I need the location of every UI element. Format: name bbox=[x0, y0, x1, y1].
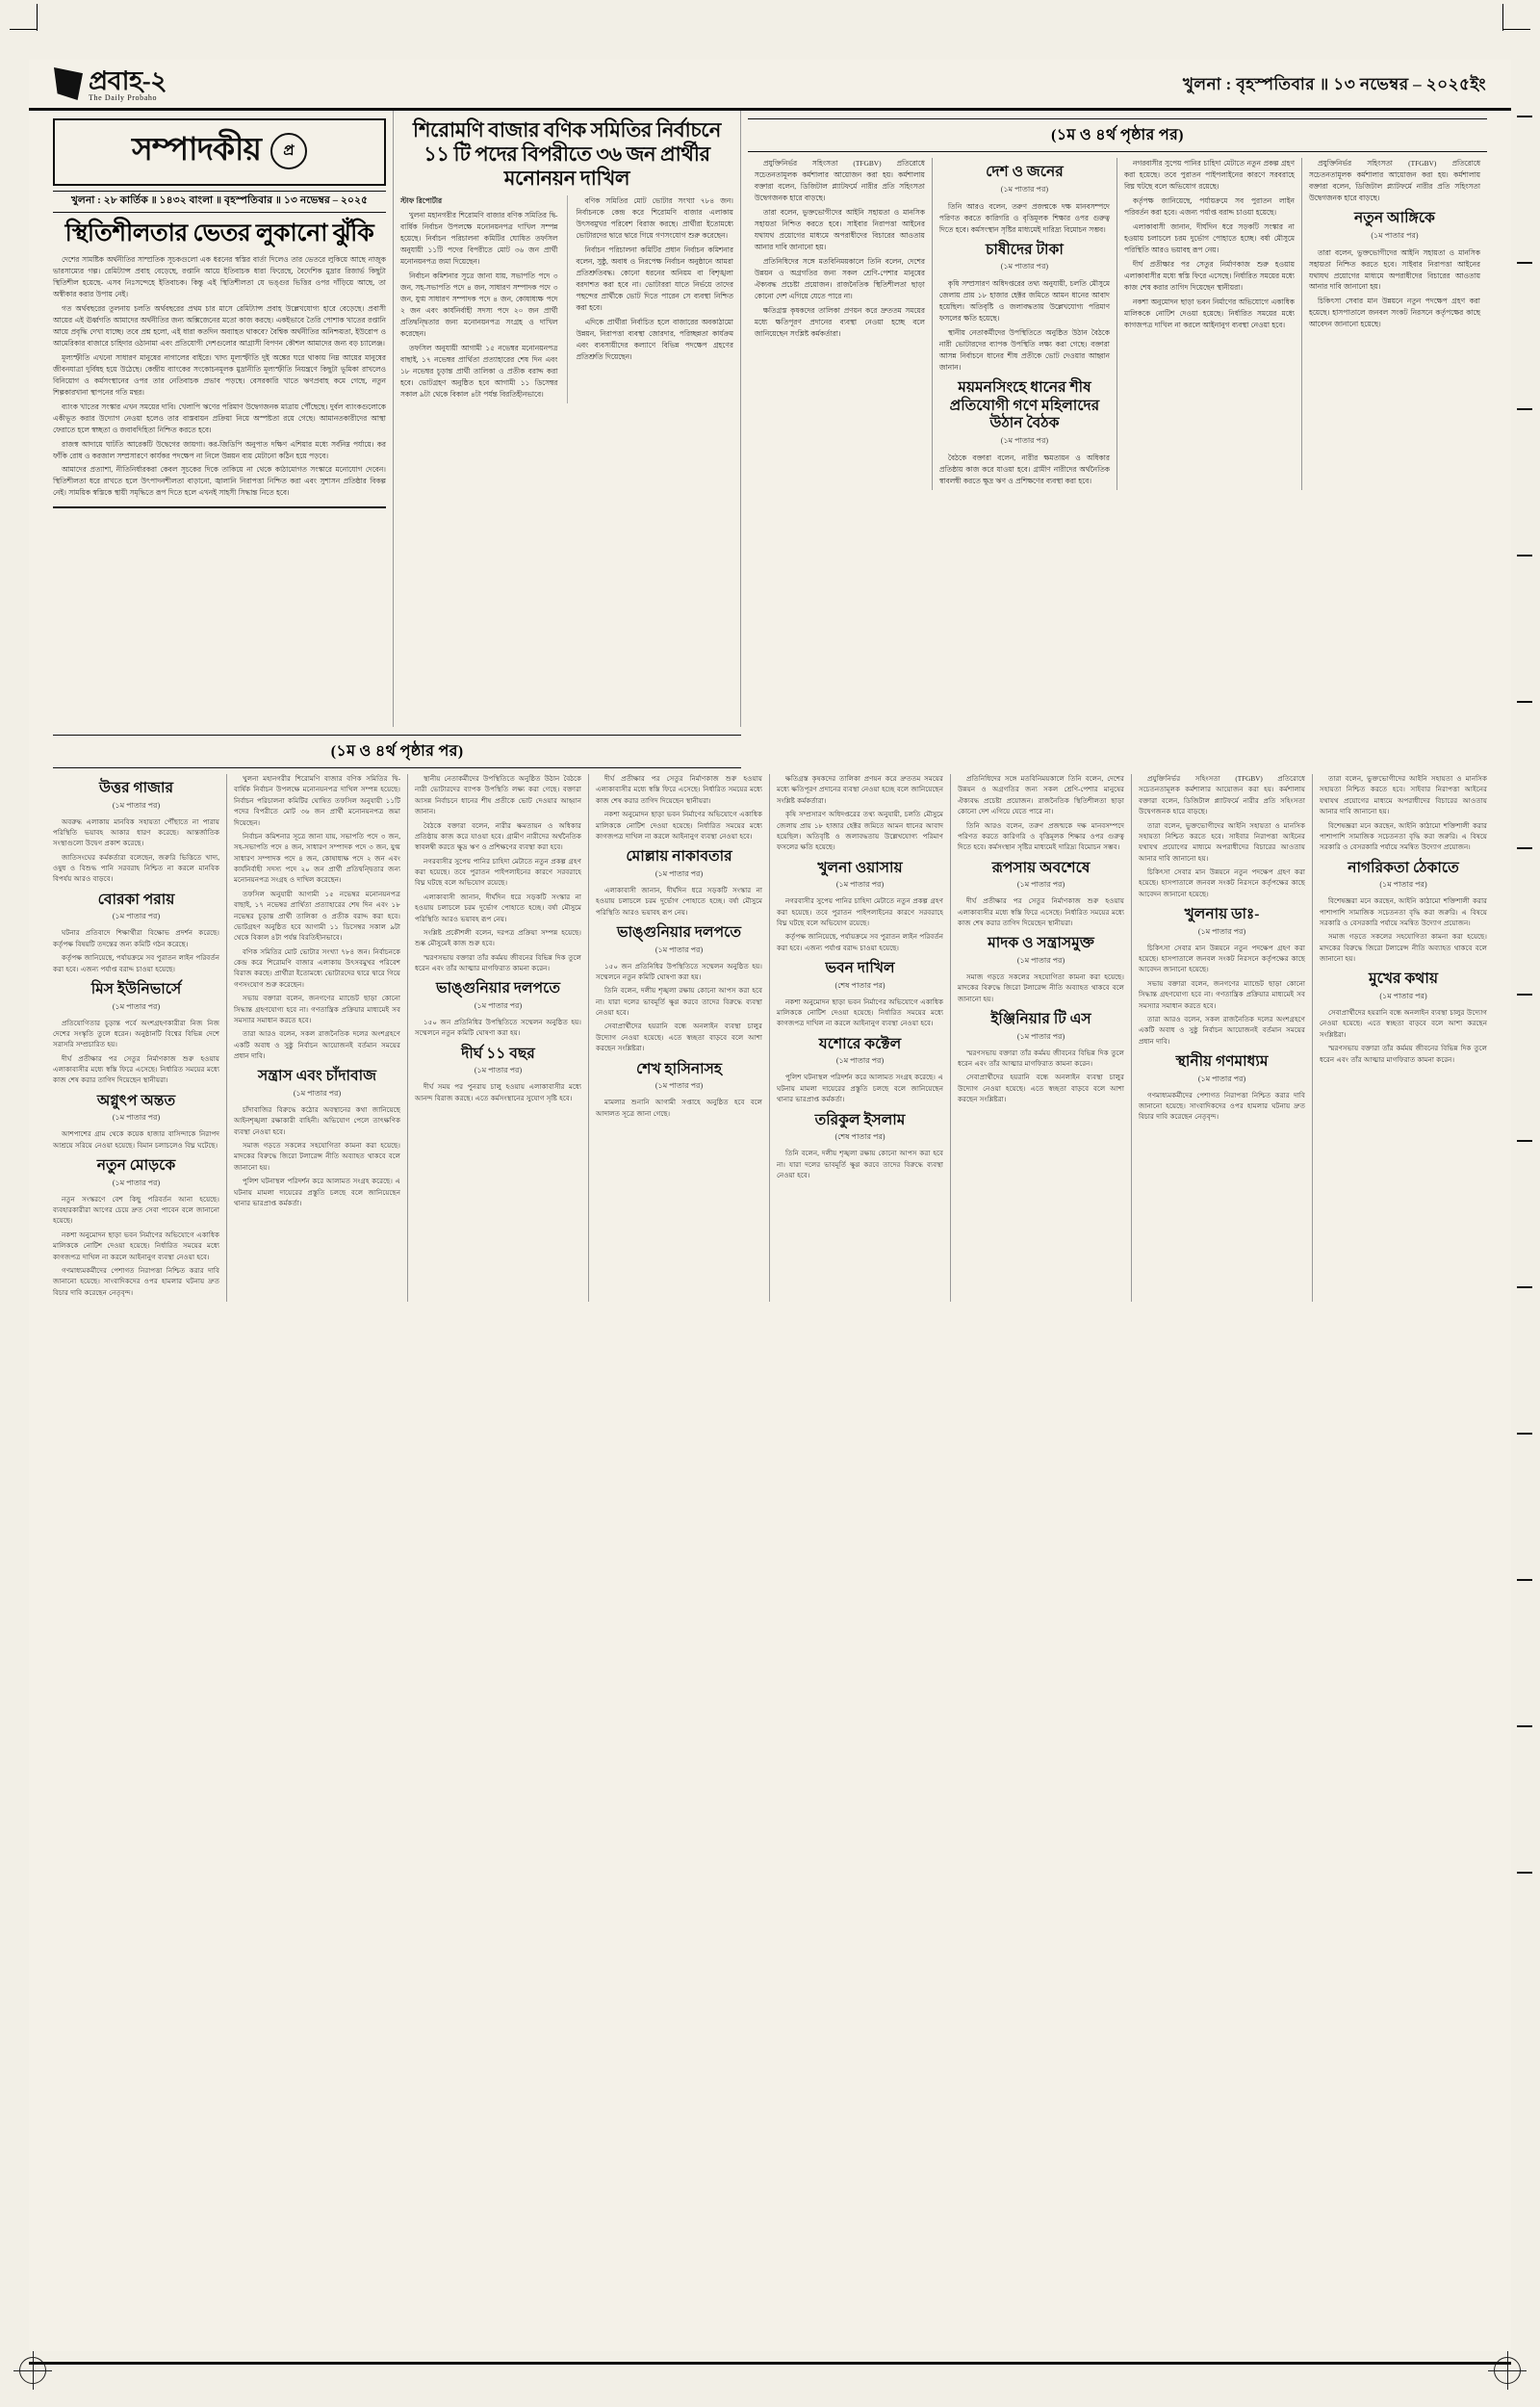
head-agnutpat: অগ্নুৎপ অন্তত bbox=[96, 1092, 176, 1109]
head-miss-universe: মিস ইউনিভার্সে bbox=[90, 980, 182, 997]
bottom-col-5: ক্ষতিগ্রস্ত কৃষকদের তালিকা প্রণয়ন করে দ্রুততম সময়ের মধ্যে ক্ষতিপূরণ প্রদানের ব্যবস্থা নেওয়া হচ্ছে বলে জানিয়েছেন সংশ্লিষ্ট কর্মকর্তারা। কৃষি সম্প্রসারণ অধিদপ্তরের তথ্য অনুযায়ী, চলতি মৌসুমে জেলায় প্রায় ১৮ হাজার হেক্টর জমিতে আমন ধানের আবাদ হয়েছিল। অতিবৃষ্টি ও জলাবদ্ধতায় উল্লেখযোগ্য পরিমাণ ফসলের ক্ষতি হয়েছে। খুলনা ওয়াসায় (১ম পাতার পর) নগরবাসীর সুপেয় পানির চাহিদা মেটাতে নতুন প্রকল্প গ্রহণ করা হয়েছে। তবে পুরাতন পাইপলাইনের কারণে সরবরাহে বিঘ্ন ঘটছে বলে অভিযোগ রয়েছে। কর্তৃপক্ষ জানিয়েছে, পর্যায়ক্রমে সব পুরাতন লাইন পরিবর্তন করা হবে। এজন্য পর্যাপ্ত বরাদ্দ চাওয়া হয়েছে। ভবন দাখিল (শেষ পাতার পর) নকশা অনুমোদন ছাড়া ভবন নির্মাণের অভিযোগে একাধিক মালিককে নোটিশ দেওয়া হয়েছে। নির্ধারিত সময়ের মধ্যে কাগজপত্র দাখিল না করলে আইনানুগ ব্যবস্থা নেওয়া হবে। যশোরে কক্টেল (১ম পাতার পর) পুলিশ ঘটনাস্থল পরিদর্শন করে আলামত সংগ্রহ করেছে। এ ঘটনায় মামলা দায়েরের প্রস্তুতি চলছে বলে জানিয়েছেন থানার ভারপ্রাপ্ত কর্মকর্তা। তরিকুল ইসলাম (শেষ পাতার পর) তিনি বলেন, দলীয় শৃঙ্খলা রক্ষায় কোনো আপস করা হবে না। যারা দলের ভাবমূর্তি ক্ষুণ্ণ করবে তাদের বিরুদ্ধে ব্যবস্থা নেওয়া হবে। bbox=[770, 774, 951, 1302]
crop-mark-tl-h bbox=[10, 29, 37, 30]
bottom-col-3: স্থানীয় নেতাকর্মীদের উপস্থিতিতে অনুষ্ঠিত উঠান বৈঠকে নারী ভোটারদের ব্যাপক উপস্থিতি লক্ষ্য করা গেছে। বক্তারা আসন্ন নির্বাচনে ধানের শীষ প্রতীকে ভোট দেওয়ার আহ্বান জানান। বৈঠকে বক্তারা বলেন, নারীর ক্ষমতায়ন ও অধিকার প্রতিষ্ঠায় কাজ করে যাওয়া হবে। গ্রামীণ নারীদের অর্থনৈতিক স্বাবলম্বী করতে ক্ষুদ্র ঋণ ও প্রশিক্ষণের ব্যবস্থা করা হবে। নগরবাসীর সুপেয় পানির চাহিদা মেটাতে নতুন প্রকল্প গ্রহণ করা হয়েছে। তবে পুরাতন পাইপলাইনের কারণে সরবরাহে বিঘ্ন ঘটছে বলে অভিযোগ রয়েছে। এলাকাবাসী জানান, দীর্ঘদিন ধরে সড়কটি সংস্কার না হওয়ায় চলাচলে চরম দুর্ভোগ পোহাতে হচ্ছে। বর্ষা মৌসুমে পরিস্থিতি আরও ভয়াবহ রূপ নেয়। সংশ্লিষ্ট প্রকৌশলী বলেন, দরপত্র প্রক্রিয়া সম্পন্ন হয়েছে। শুষ্ক মৌসুমেই কাজ শুরু হবে। স্মরণসভায় বক্তারা তাঁর কর্মময় জীবনের বিভিন্ন দিক তুলে ধরেন এবং তাঁর আত্মার মাগফিরাত কামনা করেন। ভাঙ্গুনিয়ার দলপতে (১ম পাতার পর) ১৫০ জন প্রতিনিধির উপস্থিতিতে সম্মেলন অনুষ্ঠিত হয়। সম্মেলনে নতুন কমিটি ঘোষণা করা হয়। দীর্ঘ ১১ বছর (১ম পাতার পর) দীর্ঘ সময় পর পুনরায় চালু হওয়ায় এলাকাবাসীর মধ্যে আনন্দ বিরাজ করছে। এতে কর্মসংস্থানের সুযোগ সৃষ্টি হবে। bbox=[408, 774, 589, 1302]
paper-name-en: The Daily Probaho bbox=[89, 93, 158, 102]
head-mukher-kothay: মুখের কথায় bbox=[1369, 971, 1438, 988]
flag-icon bbox=[54, 67, 83, 100]
editorial-dateline: খুলনা : ২৮ কার্তিক ॥ ১৪৩২ বাংলা ॥ বৃহস্পতিবার ॥ ১৩ নভেম্বর – ২০২৫ bbox=[53, 191, 386, 213]
editorial-column bbox=[46, 111, 394, 727]
head-borka: বোরকা পরায় bbox=[97, 891, 175, 908]
lead-story-headline: শিরোমণি বাজার বণিক সমিতির নির্বাচনে ১১ টি পদের বিপরীতে ৩৬ জন প্রার্থীর মনোনয়ন দাখিল bbox=[413, 118, 721, 190]
head-nagrikota: নাগরিকতা ঠেকাতে bbox=[1348, 859, 1459, 876]
bottom-col-4: দীর্ঘ প্রতীক্ষার পর সেতুর নির্মাণকাজ শুরু হওয়ায় এলাকাবাসীর মধ্যে স্বস্তি ফিরে এসেছে। নির্ধারিত সময়ের মধ্যে কাজ শেষ করার তাগিদ দিয়েছেন স্থানীয়রা। নকশা অনুমোদন ছাড়া ভবন নির্মাণের অভিযোগে একাধিক মালিককে নোটিশ দেওয়া হয়েছে। নির্ধারিত সময়ের মধ্যে কাগজপত্র দাখিল না করলে আইনানুগ ব্যবস্থা নেওয়া হবে। মোল্লায় নাকাবতার (১ম পাতার পর) এলাকাবাসী জানান, দীর্ঘদিন ধরে সড়কটি সংস্কার না হওয়ায় চলাচলে চরম দুর্ভোগ পোহাতে হচ্ছে। বর্ষা মৌসুমে পরিস্থিতি আরও ভয়াবহ রূপ নেয়। ভাঙ্গুনিয়ার দলপতে (১ম পাতার পর) ১৫০ জন প্রতিনিধির উপস্থিতিতে সম্মেলন অনুষ্ঠিত হয়। সম্মেলনে নতুন কমিটি ঘোষণা করা হয়। তিনি বলেন, দলীয় শৃঙ্খলা রক্ষায় কোনো আপস করা হবে না। যারা দলের ভাবমূর্তি ক্ষুণ্ণ করবে তাদের বিরুদ্ধে ব্যবস্থা নেওয়া হবে। সেবাপ্রার্থীদের হয়রানি বন্ধে অনলাইন ব্যবস্থা চালুর উদ্যোগ নেওয়া হয়েছে। এতে স্বচ্ছতা বাড়বে বলে আশা করছেন সংশ্লিষ্টরা। শেখ হাসিনাসহ (১ম পাতার পর) মামলার শুনানি আগামী সপ্তাহে অনুষ্ঠিত হবে বলে আদালত সূত্রে জানা গেছে। bbox=[589, 774, 770, 1302]
head-engineer-ts: ইঞ্জিনিয়ার টি এস bbox=[990, 1011, 1091, 1028]
masthead bbox=[29, 60, 1511, 111]
bottom-col-2: খুলনা মহানগরীর শিরোমণি বাজার বণিক সমিতির দ্বি-বার্ষিক নির্বাচন উপলক্ষে মনোনয়নপত্র দাখিল সম্পন্ন হয়েছে। নির্বাচন পরিচালনা কমিটির ঘোষিত তফসিল অনুযায়ী ১১টি পদের বিপরীতে মোট ৩৬ জন প্রার্থী মনোনয়নপত্র জমা দিয়েছেন। নির্বাচন কমিশনার সূত্রে জানা যায়, সভাপতি পদে ৩ জন, সহ-সভাপতি পদে ৪ জন, সাধারণ সম্পাদক পদে ৩ জন, যুগ্ম সাধারণ সম্পাদক পদে ৪ জন, কোষাধ্যক্ষ পদে ২ জন এবং কার্যনির্বাহী সদস্য পদে ২০ জন প্রার্থী প্রতিদ্বন্দ্বিতার জন্য মনোনয়নপত্র সংগ্রহ ও দাখিল করেছেন। তফসিল অনুযায়ী আগামী ১৫ নভেম্বর মনোনয়নপত্র বাছাই, ১৭ নভেম্বর প্রার্থিতা প্রত্যাহারের শেষ দিন এবং ১৮ নভেম্বর চূড়ান্ত প্রার্থী তালিকা ও প্রতীক বরাদ্দ করা হবে। ভোটগ্রহণ অনুষ্ঠিত হবে আগামী ১১ ডিসেম্বর সকাল ৯টা থেকে বিকাল ৪টা পর্যন্ত বিরতিহীনভাবে। বণিক সমিতির মোট ভোটার সংখ্যা ৭৮৪ জন। নির্বাচনকে কেন্দ্র করে শিরোমণি বাজার এলাকায় উৎসবমুখর পরিবেশ বিরাজ করছে। প্রার্থীরা ইতোমধ্যে ভোটারদের দ্বারে দ্বারে গিয়ে গণসংযোগ শুরু করেছেন। সভায় বক্তারা বলেন, জনগণের ম্যান্ডেট ছাড়া কোনো সিদ্ধান্ত গ্রহণযোগ্য হবে না। গণতান্ত্রিক প্রক্রিয়ার মাধ্যমেই সব সমস্যার সমাধান করতে হবে। তারা আরও বলেন, সকল রাজনৈতিক দলের অংশগ্রহণে একটি অবাধ ও সুষ্ঠু নির্বাচন আয়োজনই বর্তমান সময়ের প্রধান দাবি। সন্ত্রাস এবং চাঁদাবাজ (১ম পাতার পর) চাঁদাবাজির বিরুদ্ধে কঠোর অবস্থানের কথা জানিয়েছে আইনশৃঙ্খলা রক্ষাকারী বাহিনী। অভিযোগ পেলে তাৎক্ষণিক ব্যবস্থা নেওয়া হবে। সমাজ গড়তে সকলের সহযোগিতা কামনা করা হয়েছে। মাদকের বিরুদ্ধে জিরো টলারেন্স নীতি অব্যাহত থাকবে বলে জানানো হয়। পুলিশ ঘটনাস্থল পরিদর্শন করে আলামত সংগ্রহ করেছে। এ ঘটনায় মামলা দায়েরের প্রস্তুতি চলছে বলে জানিয়েছেন থানার ভারপ্রাপ্ত কর্মকর্তা। bbox=[227, 774, 408, 1302]
paper-logo[interactable] bbox=[54, 67, 167, 102]
head-jessore-cocktail: যশোরে কক্টেল bbox=[818, 1035, 902, 1052]
head-gazi-medical: শেখ হাসিনাসহ bbox=[636, 1060, 722, 1077]
top-jump-zone bbox=[741, 111, 1494, 727]
head-khulnay-dr: খুলনায় ডাঃ- bbox=[1184, 906, 1260, 923]
edge-ticks bbox=[1517, 116, 1532, 1874]
editorial-title-box bbox=[53, 118, 386, 186]
jump-heading-desh: দেশ ও জনের bbox=[986, 164, 1064, 180]
top-zone bbox=[29, 111, 1511, 727]
editorial-title: সম্পাদকীয় bbox=[132, 133, 261, 168]
jump-heading-chashi: চাষীদের টাকা bbox=[985, 241, 1064, 258]
crop-mark-tl-v bbox=[37, 4, 38, 31]
bottom-col-1: উত্তর গাজার (১ম পাতার পর) অবরুদ্ধ এলাকায় মানবিক সহায়তা পৌঁছাতে না পারায় পরিস্থিতি ভয়াবহ আকার ধারণ করেছে। আন্তর্জাতিক সংস্থাগুলো উদ্বেগ প্রকাশ করেছে। জাতিসংঘের কর্মকর্তারা বলেছেন, জরুরি ভিত্তিতে খাদ্য, ওষুধ ও বিশুদ্ধ পানি সরবরাহ নিশ্চিত না করলে মানবিক বিপর্যয় আরও বাড়বে। বোরকা পরায় (১ম পাতার পর) ঘটনার প্রতিবাদে শিক্ষার্থীরা বিক্ষোভ প্রদর্শন করেছে। কর্তৃপক্ষ বিষয়টি তদন্তের জন্য কমিটি গঠন করেছে। কর্তৃপক্ষ জানিয়েছে, পর্যায়ক্রমে সব পুরাতন লাইন পরিবর্তন করা হবে। এজন্য পর্যাপ্ত বরাদ্দ চাওয়া হয়েছে। মিস ইউনিভার্সে (১ম পাতার পর) প্রতিযোগিতার চূড়ান্ত পর্বে অংশগ্রহণকারীরা নিজ নিজ দেশের সংস্কৃতি তুলে ধরেন। অনুষ্ঠানটি বিশ্বের বিভিন্ন দেশে সরাসরি সম্প্রচারিত হয়। দীর্ঘ প্রতীক্ষার পর সেতুর নির্মাণকাজ শুরু হওয়ায় এলাকাবাসীর মধ্যে স্বস্তি ফিরে এসেছে। নির্ধারিত সময়ের মধ্যে কাজ শেষ করার তাগিদ দিয়েছেন স্থানীয়রা। অগ্নুৎপ অন্তত (১ম পাতার পর) আশপাশের গ্রাম থেকে কয়েক হাজার বাসিন্দাকে নিরাপদ আশ্রয়ে সরিয়ে নেওয়া হয়েছে। বিমান চলাচলেও বিঘ্ন ঘটেছে। নতুন মোড়কে (১ম পাতার পর) নতুন সংস্করণে বেশ কিছু পরিবর্তন আনা হয়েছে। ব্যবহারকারীরা আগের চেয়ে দ্রুত সেবা পাবেন বলে জানানো হয়েছে। নকশা অনুমোদন ছাড়া ভবন নির্মাণের অভিযোগে একাধিক মালিককে নোটিশ দেওয়া হয়েছে। নির্ধারিত সময়ের মধ্যে কাগজপত্র দাখিল না করলে আইনানুগ ব্যবস্থা নেওয়া হবে। গণমাধ্যমকর্মীদের পেশাগত নিরাপত্তা নিশ্চিত করার দাবি জানানো হয়েছে। সাংবাদিকদের ওপর হামলার ঘটনায় দ্রুত বিচার দাবি করেছেন নেতৃবৃন্দ। bbox=[46, 774, 227, 1302]
jump-banner-mid: (১ম ও ৪র্থ পৃষ্ঠার পর) bbox=[53, 735, 741, 768]
head-notun-moroke: নতুন মোড়কে bbox=[96, 1157, 176, 1175]
crop-mark-tr-h bbox=[1503, 29, 1530, 30]
bottom-col-6: প্রতিনিধিদের সঙ্গে মতবিনিময়কালে তিনি বলেন, দেশের উন্নয়ন ও অগ্রগতির জন্য সকল শ্রেণি-পেশার মানুষের ঐক্যবদ্ধ প্রচেষ্টা প্রয়োজন। রাজনৈতিক স্থিতিশীলতা ছাড়া কোনো দেশ এগিয়ে যেতে পারে না। তিনি আরও বলেন, তরুণ প্রজন্মকে দক্ষ মানবসম্পদে পরিণত করতে কারিগরি ও বৃত্তিমূলক শিক্ষার ওপর গুরুত্ব দিতে হবে। কর্মসংস্থান সৃষ্টির মাধ্যমেই দারিদ্র্য বিমোচন সম্ভব। রূপসায় অবশেষে (১ম পাতার পর) দীর্ঘ প্রতীক্ষার পর সেতুর নির্মাণকাজ শুরু হওয়ায় এলাকাবাসীর মধ্যে স্বস্তি ফিরে এসেছে। নির্ধারিত সময়ের মধ্যে কাজ শেষ করার তাগিদ দিয়েছেন স্থানীয়রা। মাদক ও সন্ত্রাসমুক্ত (১ম পাতার পর) সমাজ গড়তে সকলের সহযোগিতা কামনা করা হয়েছে। মাদকের বিরুদ্ধে জিরো টলারেন্স নীতি অব্যাহত থাকবে বলে জানানো হয়। ইঞ্জিনিয়ার টি এস (১ম পাতার পর) স্মরণসভায় বক্তারা তাঁর কর্মময় জীবনের বিভিন্ন দিক তুলে ধরেন এবং তাঁর আত্মার মাগফিরাত কামনা করেন। সেবাপ্রার্থীদের হয়রানি বন্ধে অনলাইন ব্যবস্থা চালুর উদ্যোগ নেওয়া হয়েছে। এতে স্বচ্ছতা বাড়বে বলে আশা করছেন সংশ্লিষ্টরা। bbox=[951, 774, 1132, 1302]
masthead-dateline: খুলনা : বৃহস্পতিবার ॥ ১৩ নভেম্বর – ২০২৫ইং bbox=[1182, 75, 1486, 93]
head-bhaban-dakhil: ভবন দাখিল bbox=[825, 960, 895, 977]
paper-seal-icon: প্র bbox=[270, 133, 307, 169]
page-bottom-rule bbox=[29, 2362, 1511, 2365]
paper-name-bn: প্রবাহ-২ bbox=[89, 66, 167, 95]
lead-story-column bbox=[394, 111, 741, 727]
jump-col-1: প্রযুক্তিনির্ভর সহিংসতা (TFGBV) প্রতিরোধে সচেতনতামূলক কর্মশালার আয়োজন করা হয়। কর্মশালায় বক্তারা বলেন, ডিজিটাল প্ল্যাটফর্মে নারীর প্রতি সহিংসতা উদ্বেগজনক হারে বাড়ছে। তারা বলেন, ভুক্তভোগীদের আইনি সহায়তা ও মানসিক সহায়তা নিশ্চিত করতে হবে। সাইবার নিরাপত্তা আইনের যথাযথ প্রয়োগের মাধ্যমে অপরাধীদের বিচারের আওতায় আনার দাবি জানানো হয়। প্রতিনিধিদের সঙ্গে মতবিনিময়কালে তিনি বলেন, দেশের উন্নয়ন ও অগ্রগতির জন্য সকল শ্রেণি-পেশার মানুষের ঐক্যবদ্ধ প্রচেষ্টা প্রয়োজন। রাজনৈতিক স্থিতিশীলতা ছাড়া কোনো দেশ এগিয়ে যেতে পারে না। ক্ষতিগ্রস্ত কৃষকদের তালিকা প্রণয়ন করে দ্রুততম সময়ের মধ্যে ক্ষতিপূরণ প্রদানের ব্যবস্থা নেওয়া হচ্ছে বলে জানিয়েছেন সংশ্লিষ্ট কর্মকর্তারা। bbox=[748, 158, 933, 490]
page-sheet bbox=[29, 60, 1511, 2351]
jump-col-2: দেশ ও জনের (১ম পাতার পর) তিনি আরও বলেন, তরুণ প্রজন্মকে দক্ষ মানবসম্পদে পরিণত করতে কারিগরি ও বৃত্তিমূলক শিক্ষার ওপর গুরুত্ব দিতে হবে। কর্মসংস্থান সৃষ্টির মাধ্যমেই দারিদ্র্য বিমোচন সম্ভব। চাষীদের টাকা (১ম পাতার পর) কৃষি সম্প্রসারণ অধিদপ্তরের তথ্য অনুযায়ী, চলতি মৌসুমে জেলায় প্রায় ১৮ হাজার হেক্টর জমিতে আমন ধানের আবাদ হয়েছিল। অতিবৃষ্টি ও জলাবদ্ধতায় উল্লেখযোগ্য পরিমাণ ফসলের ক্ষতি হয়েছে। স্থানীয় নেতাকর্মীদের উপস্থিতিতে অনুষ্ঠিত উঠান বৈঠকে নারী ভোটারদের ব্যাপক উপস্থিতি লক্ষ্য করা গেছে। বক্তারা আসন্ন নির্বাচনে ধানের শীষ প্রতীকে ভোট দেওয়ার আহ্বান জানান। ময়মনসিংহে ধানের শীষ প্রতিযোগী গণে মহিলাদের উঠান বৈঠক (১ম পাতার পর) বৈঠকে বক্তারা বলেন, নারীর ক্ষমতায়ন ও অধিকার প্রতিষ্ঠায় কাজ করে যাওয়া হবে। গ্রামীণ নারীদের অর্থনৈতিক স্বাবলম্বী করতে ক্ষুদ্র ঋণ ও প্রশিক্ষণের ব্যবস্থা করা হবে। bbox=[933, 158, 1117, 490]
editorial-end-rule bbox=[53, 506, 386, 508]
lead-story-body-b: বণিক সমিতির মোট ভোটার সংখ্যা ৭৮৪ জন। নির্বাচনকে কেন্দ্র করে শিরোমণি বাজার এলাকায় উৎসবমুখর পরিবেশ বিরাজ করছে। প্রার্থীরা ইতোমধ্যে ভোটারদের দ্বারে দ্বারে গিয়ে গণসংযোগ শুরু করেছেন। নির্বাচন পরিচালনা কমিটির প্রধান নির্বাচন কমিশনার বলেন, সুষ্ঠু, অবাধ ও নিরপেক্ষ নির্বাচন অনুষ্ঠানে আমরা প্রতিশ্রুতিবদ্ধ। কোনো ধরনের অনিয়ম বা বিশৃঙ্খলা বরদাশত করা হবে না। ভোটাররা যাতে নির্ভয়ে তাদের পছন্দের প্রার্থীকে ভোট দিতে পারেন সে ব্যবস্থা নিশ্চিত করা হবে। এদিকে প্রার্থীরা নির্বাচিত হলে বাজারের অবকাঠামো উন্নয়ন, নিরাপত্তা ব্যবস্থা জোরদার, পরিচ্ছন্নতা কার্যক্রম এবং ব্যবসায়ীদের কল্যাণে বিভিন্ন পদক্ষেপ গ্রহণের প্রতিশ্রুতি দিয়েছেন। bbox=[567, 195, 732, 403]
head-sthaniyo-gonomaddhom: স্থানীয় গণমাধ্যম bbox=[1175, 1053, 1269, 1071]
head-santras: সন্ত্রাস এবং চাঁদাবাজ bbox=[257, 1068, 377, 1085]
head-dirgho-11-bochor: ভাঙ্গুনিয়ার দলপতে bbox=[436, 980, 560, 997]
jump-col-3: নগরবাসীর সুপেয় পানির চাহিদা মেটাতে নতুন প্রকল্প গ্রহণ করা হয়েছে। তবে পুরাতন পাইপলাইনের কারণে সরবরাহে বিঘ্ন ঘটছে বলে অভিযোগ রয়েছে। কর্তৃপক্ষ জানিয়েছে, পর্যায়ক্রমে সব পুরাতন লাইন পরিবর্তন করা হবে। এজন্য পর্যাপ্ত বরাদ্দ চাওয়া হয়েছে। এলাকাবাসী জানান, দীর্ঘদিন ধরে সড়কটি সংস্কার না হওয়ায় চলাচলে চরম দুর্ভোগ পোহাতে হচ্ছে। বর্ষা মৌসুমে পরিস্থিতি আরও ভয়াবহ রূপ নেয়। দীর্ঘ প্রতীক্ষার পর সেতুর নির্মাণকাজ শুরু হওয়ায় এলাকাবাসীর মধ্যে স্বস্তি ফিরে এসেছে। নির্ধারিত সময়ের মধ্যে কাজ শেষ করার তাগিদ দিয়েছেন স্থানীয়রা। নকশা অনুমোদন ছাড়া ভবন নির্মাণের অভিযোগে একাধিক মালিককে নোটিশ দেওয়া হয়েছে। নির্ধারিত সময়ের মধ্যে কাগজপত্র দাখিল না করলে আইনানুগ ব্যবস্থা নেওয়া হবে। bbox=[1117, 158, 1302, 490]
jump-banner-top: (১ম ও ৪র্থ পৃষ্ঠার পর) bbox=[748, 118, 1487, 152]
bottom-zone bbox=[29, 774, 1511, 1302]
lead-story-body-a: স্টাফ রিপোর্টার খুলনা মহানগরীর শিরোমণি বাজার বণিক সমিতির দ্বি-বার্ষিক নির্বাচন উপলক্ষে মনোনয়নপত্র দাখিল সম্পন্ন হয়েছে। নির্বাচন পরিচালনা কমিটির ঘোষিত তফসিল অনুযায়ী ১১টি পদের বিপরীতে মোট ৩৬ জন প্রার্থী মনোনয়নপত্র জমা দিয়েছেন। নির্বাচন কমিশনার সূত্রে জানা যায়, সভাপতি পদে ৩ জন, সহ-সভাপতি পদে ৪ জন, সাধারণ সম্পাদক পদে ৩ জন, যুগ্ম সাধারণ সম্পাদক পদে ৪ জন, কোষাধ্যক্ষ পদে ২ জন এবং কার্যনির্বাহী সদস্য পদে ২০ জন প্রার্থী প্রতিদ্বন্দ্বিতার জন্য মনোনয়নপত্র সংগ্রহ ও দাখিল করেছেন। তফসিল অনুযায়ী আগামী ১৫ নভেম্বর মনোনয়নপত্র বাছাই, ১৭ নভেম্বর প্রার্থিতা প্রত্যাহারের শেষ দিন এবং ১৮ নভেম্বর চূড়ান্ত প্রার্থী তালিকা ও প্রতীক বরাদ্দ করা হবে। ভোটগ্রহণ অনুষ্ঠিত হবে আগামী ১১ ডিসেম্বর সকাল ৯টা থেকে বিকাল ৪টা পর্যন্ত বিরতিহীনভাবে। bbox=[399, 196, 558, 400]
jump-heading-mym: ময়মনসিংহে ধানের শীষ প্রতিযোগী গণে মহিলাদের উঠান বৈঠক bbox=[949, 379, 1100, 432]
head-tarikul-islam: তরিকুল ইসলাম bbox=[814, 1111, 906, 1128]
head-rupsa: রূপসায় অবশেষে bbox=[991, 859, 1091, 876]
head-mollay: মোল্লায় নাকাবতার bbox=[626, 848, 732, 866]
jump-heading-notun-angike: নতুন আঙ্গিকে bbox=[1354, 209, 1435, 226]
head-sheikh-hasina: দীর্ঘ ১১ বছর bbox=[461, 1045, 535, 1062]
crop-mark-tr-v bbox=[1502, 4, 1503, 31]
head-bhanguniya: ভাঙ্গুনিয়ার দলপতে bbox=[617, 923, 741, 941]
head-uttar-gaza: উত্তর গাজার bbox=[98, 780, 174, 796]
bottom-col-8: তারা বলেন, ভুক্তভোগীদের আইনি সহায়তা ও মানসিক সহায়তা নিশ্চিত করতে হবে। সাইবার নিরাপত্তা আইনের যথাযথ প্রয়োগের মাধ্যমে অপরাধীদের বিচারের আওতায় আনার দাবি জানানো হয়। বিশেষজ্ঞরা মনে করছেন, আইনি কাঠামো শক্তিশালী করার পাশাপাশি সামাজিক সচেতনতা বৃদ্ধি করা জরুরি। এ বিষয়ে সরকারি ও বেসরকারি পর্যায়ে সমন্বিত উদ্যোগ প্রয়োজন। নাগরিকতা ঠেকাতে (১ম পাতার পর) বিশেষজ্ঞরা মনে করছেন, আইনি কাঠামো শক্তিশালী করার পাশাপাশি সামাজিক সচেতনতা বৃদ্ধি করা জরুরি। এ বিষয়ে সরকারি ও বেসরকারি পর্যায়ে সমন্বিত উদ্যোগ প্রয়োজন। সমাজ গড়তে সকলের সহযোগিতা কামনা করা হয়েছে। মাদকের বিরুদ্ধে জিরো টলারেন্স নীতি অব্যাহত থাকবে বলে জানানো হয়। মুখের কথায় (১ম পাতার পর) সেবাপ্রার্থীদের হয়রানি বন্ধে অনলাইন ব্যবস্থা চালুর উদ্যোগ নেওয়া হয়েছে। এতে স্বচ্ছতা বাড়বে বলে আশা করছেন সংশ্লিষ্টরা। স্মরণসভায় বক্তারা তাঁর কর্মময় জীবনের বিভিন্ন দিক তুলে ধরেন এবং তাঁর আত্মার মাগফিরাত কামনা করেন। bbox=[1320, 775, 1487, 1064]
editorial-body: দেশের সামষ্টিক অর্থনীতির সাম্প্রতিক সূচকগুলো এক ধরনের স্বস্তির বার্তা দিলেও তার ভেতরে লুকিয়ে আছে নাজুক ভারসাম্যের গল্প। রেমিট্যান্স প্রবাহ বেড়েছে, রপ্তানি আয়ে ইতিবাচক ধারা ফিরেছে, বৈদেশিক মুদ্রার রিজার্ভ কিছুটা স্থিতিশীল হয়েছে- এসব নিঃসন্দেহে ইতিবাচক। কিন্তু এই স্থিতিশীলতা যে ভঙ্গুর ভিত্তির ওপর দাঁড়িয়ে আছে, তা অস্বীকার করার উপায় নেই। গত অর্থবছরের তুলনায় চলতি অর্থবছরের প্রথম চার মাসে রেমিট্যান্স প্রবাহ উল্লেখযোগ্য হারে বেড়েছে। প্রবাসী আয়ের এই ঊর্ধ্বগতি আমাদের অর্থনীতির জন্য অক্সিজেনের মতো কাজ করছে। একইভাবে তৈরি পোশাক খাতের রপ্তানি আয়ে প্রবৃদ্ধি দেখা যাচ্ছে। তবে প্রশ্ন হলো, এই ধারা কতদিন অব্যাহত থাকবে? বৈশ্বিক অর্থনীতির অনিশ্চয়তা, ইউরোপ ও আমেরিকার বাজারে চাহিদার ওঠানামা এবং প্রতিযোগী দেশগুলোর আগ্রাসী বিপণন কৌশল আমাদের জন্য বড় চ্যালেঞ্জ। মূল্যস্ফীতি এখনো সাধারণ মানুষের নাগালের বাইরে। খাদ্য মূল্যস্ফীতি দুই অঙ্কের ঘরে থাকায় নিম্ন আয়ের মানুষের জীবনযাত্রা দুর্বিষহ হয়ে উঠেছে। কেন্দ্রীয় ব্যাংকের সংকোচনমূলক মুদ্রানীতি মূল্যস্ফীতি নিয়ন্ত্রণে কিছুটা ভূমিকা রাখলেও বিনিয়োগ ও কর্মসংস্থানের ওপর তার নেতিবাচক প্রভাব পড়ছে। বেসরকারি খাতে ঋণপ্রবাহ কমে গেছে, নতুন শিল্পকারখানা স্থাপনের গতি মন্থর। ব্যাংক খাতের সংস্কার এখন সময়ের দাবি। খেলাপি ঋণের পরিমাণ উদ্বেগজনক মাত্রায় পৌঁছেছে। দুর্বল ব্যাংকগুলোকে একীভূত করার উদ্যোগ নেওয়া হলেও তার বাস্তবায়ন প্রক্রিয়া নিয়ে অস্পষ্টতা রয়ে গেছে। আমানতকারীদের আস্থা ফেরাতে হলে স্বচ্ছতা ও জবাবদিহিতা নিশ্চিত করতে হবে। রাজস্ব আদায়ে ঘাটতি আরেকটি উদ্বেগের জায়গা। কর-জিডিপি অনুপাত দক্ষিণ এশিয়ার মধ্যে সর্বনিম্ন পর্যায়ে। কর ফাঁকি রোধ ও করজাল সম্প্রসারণে কার্যকর পদক্ষেপ না নিলে উন্নয়ন ব্যয় মেটানো কঠিন হয়ে পড়বে। আমাদের প্রত্যাশা, নীতিনির্ধারকরা কেবল সূচকের দিকে তাকিয়ে না থেকে কাঠামোগত সংস্কারে মনোযোগ দেবেন। স্থিতিশীলতা ধরে রাখতে হলে উৎপাদনশীলতা বাড়ানো, জ্বালানি নিরাপত্তা নিশ্চিত করা এবং সুশাসন প্রতিষ্ঠার বিকল্প নেই। সাময়িক স্বস্তিকে স্থায়ী সমৃদ্ধিতে রূপ দিতে হলে এখনই সাহসী সিদ্ধান্ত নিতে হবে। bbox=[53, 254, 386, 498]
jump-col-4: প্রযুক্তিনির্ভর সহিংসতা (TFGBV) প্রতিরোধে সচেতনতামূলক কর্মশালার আয়োজন করা হয়। কর্মশালায় বক্তারা বলেন, ডিজিটাল প্ল্যাটফর্মে নারীর প্রতি সহিংসতা উদ্বেগজনক হারে বাড়ছে। নতুন আঙ্গিকে (১ম পাতার পর) তারা বলেন, ভুক্তভোগীদের আইনি সহায়তা ও মানসিক সহায়তা নিশ্চিত করতে হবে। সাইবার নিরাপত্তা আইনের যথাযথ প্রয়োগের মাধ্যমে অপরাধীদের বিচারের আওতায় আনার দাবি জানানো হয়। চিকিৎসা সেবার মান উন্নয়নে নতুন পদক্ষেপ গ্রহণ করা হয়েছে। হাসপাতালে জনবল সংকট নিরসনে কর্তৃপক্ষের কাছে আবেদন জানানো হয়েছে। bbox=[1308, 159, 1480, 329]
head-khulna-wasa: খুলনা ওয়াসায় bbox=[817, 859, 903, 876]
bottom-col-7: প্রযুক্তিনির্ভর সহিংসতা (TFGBV) প্রতিরোধে সচেতনতামূলক কর্মশালার আয়োজন করা হয়। কর্মশালায় বক্তারা বলেন, ডিজিটাল প্ল্যাটফর্মে নারীর প্রতি সহিংসতা উদ্বেগজনক হারে বাড়ছে। তারা বলেন, ভুক্তভোগীদের আইনি সহায়তা ও মানসিক সহায়তা নিশ্চিত করতে হবে। সাইবার নিরাপত্তা আইনের যথাযথ প্রয়োগের মাধ্যমে অপরাধীদের বিচারের আওতায় আনার দাবি জানানো হয়। চিকিৎসা সেবার মান উন্নয়নে নতুন পদক্ষেপ গ্রহণ করা হয়েছে। হাসপাতালে জনবল সংকট নিরসনে কর্তৃপক্ষের কাছে আবেদন জানানো হয়েছে। খুলনায় ডাঃ- (১ম পাতার পর) চিকিৎসা সেবার মান উন্নয়নে নতুন পদক্ষেপ গ্রহণ করা হয়েছে। হাসপাতালে জনবল সংকট নিরসনে কর্তৃপক্ষের কাছে আবেদন জানানো হয়েছে। সভায় বক্তারা বলেন, জনগণের ম্যান্ডেট ছাড়া কোনো সিদ্ধান্ত গ্রহণযোগ্য হবে না। গণতান্ত্রিক প্রক্রিয়ার মাধ্যমেই সব সমস্যার সমাধান করতে হবে। তারা আরও বলেন, সকল রাজনৈতিক দলের অংশগ্রহণে একটি অবাধ ও সুষ্ঠু নির্বাচন আয়োজনই বর্তমান সময়ের প্রধান দাবি। স্থানীয় গণমাধ্যম (১ম পাতার পর) গণমাধ্যমকর্মীদের পেশাগত নিরাপত্তা নিশ্চিত করার দাবি জানানো হয়েছে। সাংবাদিকদের ওপর হামলার ঘটনায় দ্রুত বিচার দাবি করেছেন নেতৃবৃন্দ। bbox=[1132, 774, 1313, 1302]
head-madok: মাদক ও সন্ত্রাসমুক্ত bbox=[988, 935, 1094, 952]
mid-banner-row bbox=[29, 727, 1511, 774]
editorial-headline: স্থিতিশীলতার ভেতর লুকানো ঝুঁকি bbox=[64, 220, 374, 246]
